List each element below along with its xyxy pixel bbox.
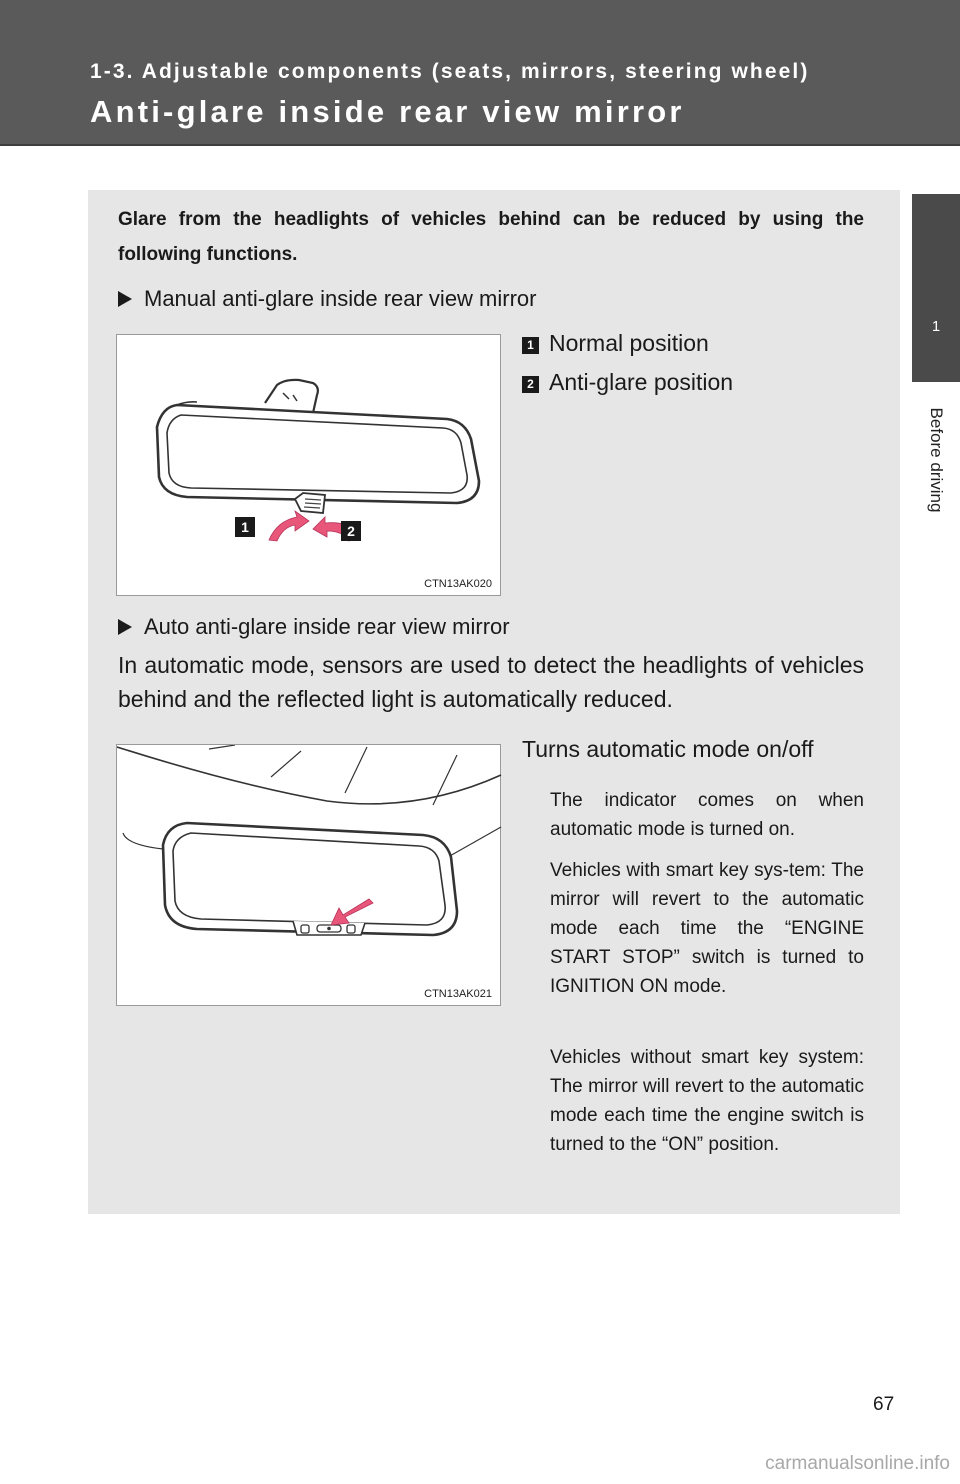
legend-normal-position bbox=[522, 330, 709, 357]
page-number: 67 bbox=[873, 1394, 895, 1415]
legend-label: Anti-glare position bbox=[549, 369, 734, 395]
auto-button-label: Turns automatic mode on/off bbox=[522, 736, 814, 762]
auto-heading bbox=[118, 614, 510, 640]
intro-text: Glare from the headlights of vehicles behind can be reduced by using the following functions. bbox=[118, 209, 864, 265]
chapter-label: Before driving bbox=[927, 407, 946, 513]
auto-mirror-illustration bbox=[117, 745, 502, 1007]
manual-mirror-illustration bbox=[117, 335, 502, 597]
section-title: 1-3. Adjustable components (seats, mirrors, steering wheel) bbox=[90, 60, 810, 83]
auto-heading-label: Auto anti-glare inside rear view mirror bbox=[144, 614, 510, 639]
auto-description: In automatic mode, sensors are used to detect the headlights of vehicles behind and the reflected light is automatically reduced. bbox=[118, 652, 864, 712]
chapter-number: 1 bbox=[931, 318, 941, 335]
note-smart-key: Vehicles with smart key sys-tem: The mirror will revert to the automatic mode each time the “ENGINE START STOP” switch is turned to IGNITION ON mode. bbox=[550, 860, 864, 997]
chapter-tab[interactable] bbox=[912, 194, 960, 382]
manual-heading bbox=[118, 286, 536, 312]
watermark: carmanualsonline.info bbox=[765, 1453, 950, 1474]
legend-label: Normal position bbox=[549, 330, 709, 356]
triangle-bullet-icon bbox=[118, 619, 132, 635]
auto-mirror-figure bbox=[116, 744, 501, 1006]
figure-code: CTN13AK020 bbox=[424, 578, 492, 590]
note-no-smart-key: Vehicles without smart key system: The mirror will revert to the automatic mode each time the engine switch is turned to the “ON” position. bbox=[550, 1047, 864, 1155]
svg-text:1: 1 bbox=[241, 519, 249, 535]
manual-heading-label: Manual anti-glare inside rear view mirror bbox=[144, 286, 537, 311]
note-indicator: The indicator comes on when automatic mode is turned on. bbox=[550, 790, 864, 840]
manual-mirror-figure bbox=[116, 334, 501, 596]
triangle-bullet-icon bbox=[118, 291, 132, 307]
key-1-icon: 1 bbox=[522, 337, 539, 354]
figure-code: CTN13AK021 bbox=[424, 988, 492, 1000]
page-header bbox=[0, 0, 960, 146]
svg-text:2: 2 bbox=[347, 523, 355, 539]
key-2-icon: 2 bbox=[522, 376, 539, 393]
legend-anti-glare-position bbox=[522, 369, 733, 396]
page-title: Anti-glare inside rear view mirror bbox=[90, 94, 685, 129]
